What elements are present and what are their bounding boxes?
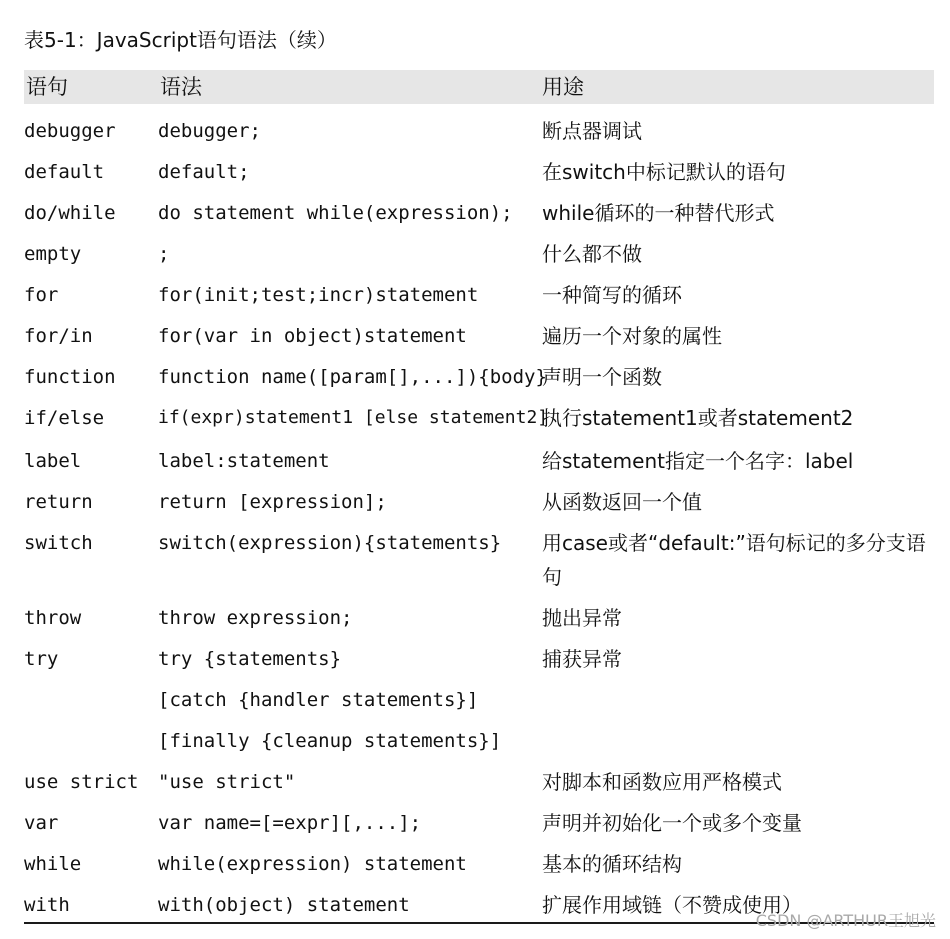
syntax-cell: for(init;test;incr)statement <box>158 284 479 306</box>
statement-cell: function <box>24 366 116 388</box>
statement-cell: default <box>24 161 105 183</box>
usage-cell: 从函数返回一个值 <box>542 490 702 514</box>
statement-cell: if/else <box>24 407 105 429</box>
table-row <box>24 483 934 524</box>
syntax-cell: do statement while(expression); <box>158 202 513 224</box>
usage-cell: 执行statement1或者statement2 <box>542 406 854 430</box>
usage-cell: 断点器调试 <box>542 119 642 143</box>
usage-cell: 抛出异常 <box>542 606 622 630</box>
table-body <box>24 112 934 927</box>
syntax-cell: debugger; <box>158 120 261 142</box>
table-row <box>24 804 934 845</box>
usage-cell: 一种简写的循环 <box>542 283 682 307</box>
syntax-cell: "use strict" <box>158 771 296 793</box>
statement-cell: for/in <box>24 325 93 347</box>
usage-cell: 扩展作用域链（不赞成使用） <box>542 893 802 917</box>
table-row <box>24 235 934 276</box>
syntax-cell: ; <box>158 243 170 265</box>
statement-cell: label <box>24 450 82 472</box>
statement-cell: use strict <box>24 771 139 793</box>
syntax-cell: while(expression) statement <box>158 853 467 875</box>
table-row <box>24 358 934 399</box>
statement-cell: while <box>24 853 82 875</box>
table-row <box>24 442 934 483</box>
syntax-cell: if(expr)statement1 [else statement2] <box>158 407 549 428</box>
statement-cell: do/while <box>24 202 116 224</box>
statement-cell: try <box>24 648 59 670</box>
table-header <box>24 70 934 104</box>
statement-cell: empty <box>24 243 82 265</box>
header-syntax: 语法 <box>160 75 202 99</box>
usage-cell <box>542 722 934 724</box>
syntax-cell: for(var in object)statement <box>158 325 467 347</box>
usage-cell: 捕获异常 <box>542 647 622 671</box>
table-row <box>24 722 934 763</box>
statement-cell: for <box>24 284 59 306</box>
syntax-cell: try {statements} <box>158 648 342 670</box>
table-caption: 表5-1：JavaScript语句语法（续） <box>24 28 337 52</box>
table-row <box>24 317 934 358</box>
syntax-cell: with(object) statement <box>158 894 410 916</box>
statement-cell: debugger <box>24 120 116 142</box>
usage-cell <box>542 681 934 683</box>
syntax-cell: [finally {cleanup statements}] <box>158 730 502 752</box>
usage-cell: 在switch中标记默认的语句 <box>542 160 786 184</box>
statement-cell: var <box>24 812 59 834</box>
syntax-cell: switch(expression){statements} <box>158 532 502 554</box>
table-row <box>24 276 934 317</box>
statement-cell: switch <box>24 532 93 554</box>
header-statement: 语句 <box>26 75 68 99</box>
table-row <box>24 112 934 153</box>
table-row <box>24 524 934 599</box>
usage-cell: 遍历一个对象的属性 <box>542 324 722 348</box>
usage-cell: 声明一个函数 <box>542 365 662 389</box>
table-row <box>24 153 934 194</box>
statement-cell: return <box>24 491 93 513</box>
table-row <box>24 681 934 722</box>
usage-cell: 用case或者“default:”语句标记的多分支语句 <box>542 531 926 589</box>
header-usage: 用途 <box>542 75 584 99</box>
statement-cell: throw <box>24 607 82 629</box>
table-row <box>24 194 934 235</box>
table-row <box>24 845 934 886</box>
syntax-cell: throw expression; <box>158 607 353 629</box>
statement-cell: with <box>24 894 70 916</box>
syntax-cell: [catch {handler statements}] <box>158 689 479 711</box>
usage-cell: while循环的一种替代形式 <box>542 201 775 225</box>
syntax-cell: default; <box>158 161 250 183</box>
table-row <box>24 599 934 640</box>
table-row <box>24 399 934 440</box>
syntax-cell: var name=[=expr][,...]; <box>158 812 422 834</box>
usage-cell: 给statement指定一个名字：label <box>542 449 854 473</box>
usage-cell: 对脚本和函数应用严格模式 <box>542 770 782 794</box>
syntax-cell: return [expression]; <box>158 491 387 513</box>
table-row <box>24 763 934 804</box>
usage-cell: 什么都不做 <box>542 242 642 266</box>
watermark: CSDN @ARTHUR王旭光 <box>755 911 936 930</box>
table-row <box>24 640 934 681</box>
usage-cell: 基本的循环结构 <box>542 852 682 876</box>
syntax-cell: function name([param[],...]){body} <box>158 366 547 388</box>
syntax-cell: label:statement <box>158 450 330 472</box>
usage-cell: 声明并初始化一个或多个变量 <box>542 811 802 835</box>
